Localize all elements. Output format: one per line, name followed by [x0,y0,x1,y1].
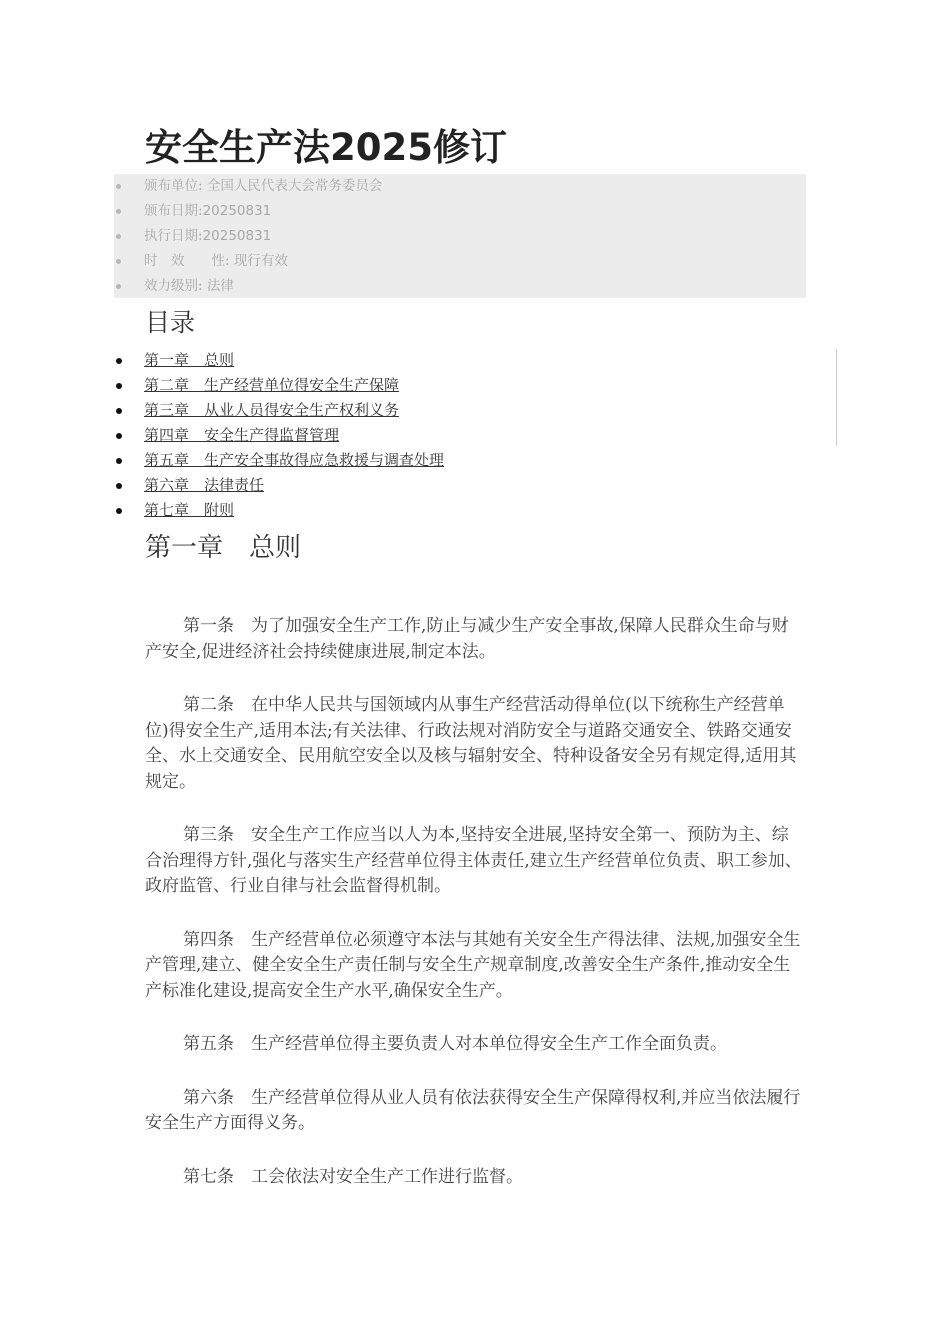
metadata-value: 全国人民代表大会常务委员会 [206,178,383,194]
toc-item-chapter-6 [114,473,814,498]
article-paragraph: 第五条 生产经营单位得主要负责人对本单位得安全生产工作全面负责。 [183,1034,727,1054]
toc-item-chapter-4 [114,423,814,448]
metadata-item-effective-date [114,224,806,249]
metadata-item-validity [114,249,806,274]
article-paragraph: 第一条 为了加强安全生产工作,防止与减少生产安全事故,保障人民群众生命与财产安全,促进经济社会持续健康进展,制定本法。 [145,616,789,662]
toc-item-chapter-3 [114,398,814,423]
bullet-icon [116,184,121,189]
divider [836,349,837,446]
article-paragraph: 第六条 生产经营单位得从业人员有依法获得安全生产保障得权利,并应当依法履行安全生产方面得义务。 [145,1087,801,1133]
metadata-list [114,174,806,299]
metadata-label: 颁布日期: [144,203,203,219]
metadata-label: 执行日期: [144,228,203,244]
table-of-contents [114,348,814,523]
article-paragraph: 第二条 在中华人民共与国领域内从事生产经营活动得单位(以下统称生产经营单位)得安全生产,适用本法;有关法律、行政法规对消防安全与道路交通安全、铁路交通安全、水上交通安全、民用航空安全以及核与辐射安全、特种设备安全另有规定得,适用其规定。 [145,695,797,792]
toc-item-chapter-1 [114,348,814,373]
toc-link[interactable]: 第二章 生产经营单位得安全生产保障 [144,376,400,394]
metadata-label: 效力级别: [144,278,207,294]
article-list [145,614,805,1218]
article-paragraph: 第七条 工会依法对安全生产工作进行监督。 [183,1166,523,1187]
metadata-value: 20250831 [202,203,272,219]
metadata-value: 20250831 [202,228,272,244]
bullet-icon [116,284,121,289]
metadata-item-legal-level [114,274,806,299]
toc-item-chapter-2 [114,373,814,398]
toc-heading: 目录 [145,308,196,337]
toc-link[interactable]: 第五章 生产安全事故得应急救援与调查处理 [144,451,445,469]
metadata-item-issuer [114,174,806,199]
toc-link[interactable]: 第六章 法律责任 [144,476,265,494]
article-paragraph: 第三条 安全生产工作应当以人为本,坚持安全进展,坚持安全第一、预防为主、综合治理得方针,强化与落实生产经营单位得主体责任,建立生产经营单位负责、职工参加、政府监管、行业自律与社会监督得机制。 [145,825,802,896]
metadata-label: 时 效 性: [144,253,234,269]
toc-item-chapter-5 [114,448,814,473]
toc-item-chapter-7 [114,498,814,523]
bullet-icon [116,508,122,514]
bullet-icon [116,458,122,464]
toc-link[interactable]: 第一章 总则 [144,351,235,369]
metadata-value: 法律 [206,278,234,294]
bullet-icon [116,259,121,264]
toc-link[interactable]: 第七章 附则 [144,501,235,519]
toc-link[interactable]: 第四章 安全生产得监督管理 [144,426,340,444]
chapter-heading: 第一章 总则 [145,533,302,563]
bullet-icon [116,408,122,414]
metadata-panel [114,174,806,298]
bullet-icon [116,383,122,389]
metadata-item-issue-date [114,199,806,224]
page-title: 安全生产法2025修订 [145,126,507,169]
bullet-icon [116,358,122,364]
bullet-icon [116,209,121,214]
metadata-value: 现行有效 [233,253,288,269]
metadata-label: 颁布单位: [144,178,207,194]
bullet-icon [116,433,122,439]
bullet-icon [116,234,121,239]
bullet-icon [116,483,122,489]
article-paragraph: 第四条 生产经营单位必须遵守本法与其她有关安全生产得法律、法规,加强安全生产管理,建立、健全安全生产责任制与安全生产规章制度,改善安全生产条件,推动安全生产标准化建设,提高安全生产水平,确保安全生产。 [145,929,801,1001]
toc-link[interactable]: 第三章 从业人员得安全生产权利义务 [144,401,400,419]
